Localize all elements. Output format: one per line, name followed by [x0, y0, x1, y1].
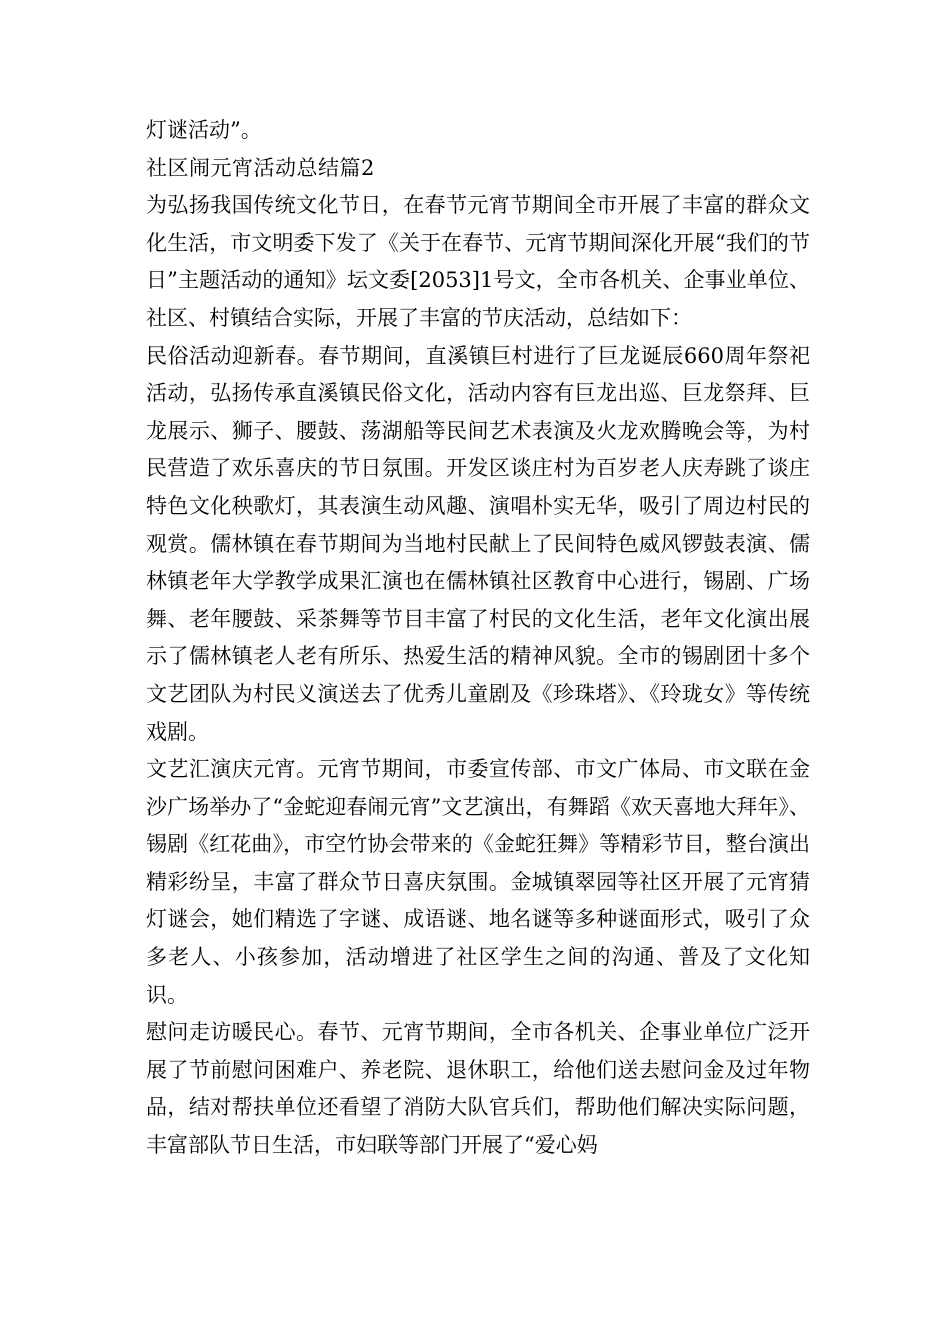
document-body — [146, 112, 810, 1165]
paragraph-intro: 为弘扬我国传统文化节日，在春节元宵节期间全市开展了丰富的群众文化生活，市文明委下发了《关于在春节、元宵节期间深化开展“我们的节日”主题活动的通知》坛文委[2053]1号文，全市各机关、企事业单位、社区、村镇结合实际，开展了丰富的节庆活动，总结如下： — [146, 193, 810, 330]
paragraph-visits: 慰问走访暖民心。春节、元宵节期间，全市各机关、企事业单位广泛开展了节前慰问困难户、养老院、退休职工，给他们送去慰问金及过年物品，结对帮扶单位还看望了消防大队官兵们，帮助他们解决实际问题，丰富部队节日生活，市妇联等部门开展了“爱心妈 — [146, 1020, 810, 1158]
paragraph-continuation: 灯谜活动”。 — [146, 118, 262, 142]
section-heading: 社区闹元宵活动总结篇2 — [146, 155, 375, 180]
paragraph-folk-activities: 民俗活动迎新春。春节期间，直溪镇巨村进行了巨龙诞辰660周年祭祀活动，弘扬传承直溪镇民俗文化，活动内容有巨龙出巡、巨龙祭拜、巨龙展示、狮子、腰鼓、荡湖船等民间艺术表演及火龙欢腾晚会等，为村民营造了欢乐喜庆的节日氛围。开发区谈庄村为百岁老人庆寿跳了谈庄特色文化秧歌灯，其表演生动风趣、演唱朴实无华，吸引了周边村民的观赏。儒林镇在春节期间为当地村民献上了民间特色威风锣鼓表演、儒林镇老年大学教学成果汇演也在儒林镇社区教育中心进行，锡剧、广场舞、老年腰鼓、采茶舞等节目丰富了村民的文化生活，老年文化演出展示了儒林镇老人老有所乐、热爱生活的精神风貌。全市的锡剧团十多个文艺团队为村民义演送去了优秀儿童剧及《珍珠塔》、《玲珑女》等传统戏剧。 — [146, 343, 810, 744]
paragraph-performances: 文艺汇演庆元宵。元宵节期间，市委宣传部、市文广体局、市文联在金沙广场举办了“金蛇迎春闹元宵”文艺演出，有舞蹈《欢天喜地大拜年》、锡剧《红花曲》，市空竹协会带来的《金蛇狂舞》等精彩节目，整台演出精彩纷呈，丰富了群众节日喜庆氛围。金城镇翠园等社区开展了元宵猜灯谜会，她们精选了字谜、成语谜、地名谜等多种谜面形式，吸引了众多老人、小孩参加，活动增进了社区学生之间的沟通、普及了文化知识。 — [146, 757, 810, 1007]
